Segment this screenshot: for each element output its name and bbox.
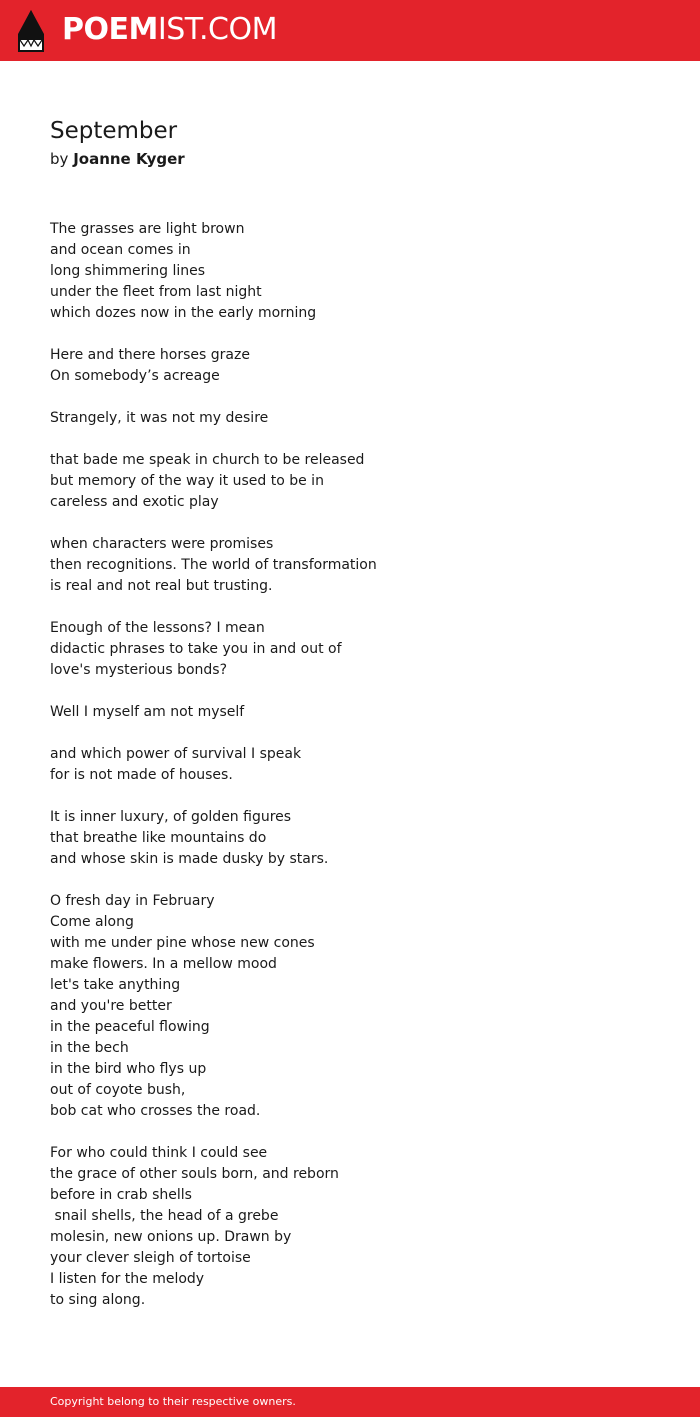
site-header — [0, 0, 700, 61]
poem-author: Joanne Kyger — [73, 150, 185, 168]
logo-text-light: IST.COM — [157, 12, 277, 47]
logo-text-bold: POEM — [62, 12, 158, 47]
site-footer — [0, 1387, 700, 1417]
copyright-notice: Copyright belong to their respective owners. — [50, 1395, 296, 1408]
site-logo[interactable] — [62, 12, 277, 48]
by-label: by — [50, 150, 69, 168]
poem-title: September — [50, 118, 178, 144]
poem-body: The grasses are light brown and ocean comes in long shimmering lines under the fleet from last night which dozes now in the early morning Here and there horses graze On somebody’s acreage Strangely, it was not my desire that bade me speak in church to be released but memory of the way it used to be in careless and exotic play when characters were promises then recognitions. The world of transformation is real and not real but trusting. Enough of the lessons? I mean didactic phrases to take you in and out of love's mysterious bonds? Well I myself am not myself and which power of survival I speak for is not made of houses. It is inner luxury, of golden figures that breathe like mountains do and whose skin is made dusky by stars. O fresh day in February Come along with me under pine whose new cones make flowers. In a mellow mood let's take anything and you're better in the peaceful flowing in the bech in the bird who flys up out of coyote bush, bob cat who crosses the road. For who could think I could see the grace of other souls born, and reborn before in crab shells snail shells, the head of a grebe molesin, new onions up. Drawn by your clever sleigh of tortoise I listen for the melody to sing along. — [50, 221, 377, 1308]
pencil-icon[interactable] — [18, 10, 44, 52]
poem-byline — [50, 149, 185, 169]
